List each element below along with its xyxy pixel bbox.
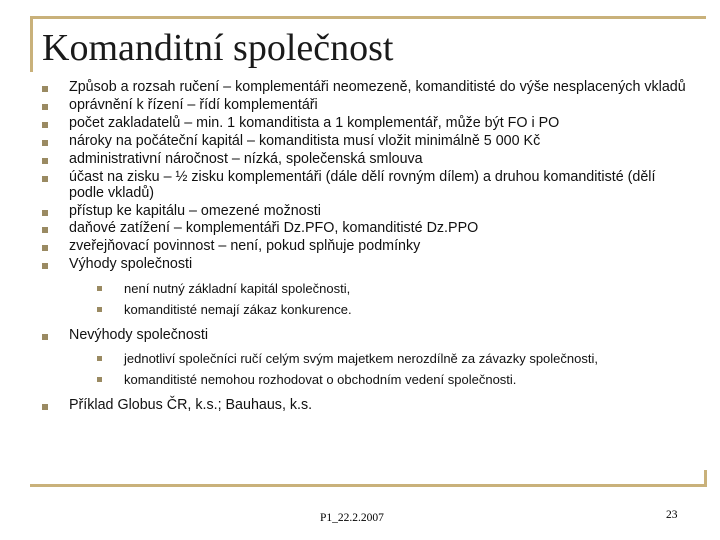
- bullet-item: oprávnění k řízení – řídí komplementáři: [42, 98, 692, 114]
- frame-bottom-line: [30, 484, 706, 487]
- square-bullet-icon: [97, 286, 102, 291]
- bullet-item: přístup ke kapitálu – omezené možnosti: [42, 204, 692, 220]
- sub-bullet-item: není nutný základní kapitál společnosti,: [69, 280, 692, 297]
- bullet-list: [42, 80, 692, 413]
- frame-left-line: [30, 16, 33, 72]
- square-bullet-icon: [97, 356, 102, 361]
- square-bullet-icon: [42, 158, 48, 164]
- bullet-item-nevyhody: Nevýhody společnosti jednotliví společníci ručí celým svým majetkem nerozdílně za závazky společnosti, komanditisté nemohou rozhodovat o obchodním vedení společnosti.: [42, 328, 692, 388]
- sub-bullet-item: komanditisté nemají zákaz konkurence.: [69, 301, 692, 318]
- bullet-item-priklad: Příklad Globus ČR, k.s.; Bauhaus, k.s.: [42, 398, 692, 414]
- vyhody-sublist: [69, 280, 692, 318]
- square-bullet-icon: [42, 104, 48, 110]
- square-bullet-icon: [42, 140, 48, 146]
- square-bullet-icon: [42, 210, 48, 216]
- bullet-item: zveřejňovací povinnost – není, pokud splňuje podmínky: [42, 239, 692, 255]
- square-bullet-icon: [42, 245, 48, 251]
- square-bullet-icon: [42, 227, 48, 233]
- square-bullet-icon: [42, 263, 48, 269]
- square-bullet-icon: [42, 122, 48, 128]
- sub-bullet-item: komanditisté nemohou rozhodovat o obchodním vedení společnosti.: [69, 371, 692, 388]
- footer-text: P1_22.2.2007: [320, 512, 384, 524]
- square-bullet-icon: [42, 334, 48, 340]
- bullet-item: účast na zisku – ½ zisku komplementáři (dále dělí rovným dílem) a druhou komanditisté (dělí podle vkladů): [42, 170, 692, 201]
- square-bullet-icon: [97, 377, 102, 382]
- bullet-item-vyhody: Výhody společnosti není nutný základní kapitál společnosti, komanditisté nemají zákaz konkurence.: [42, 257, 692, 317]
- slide-content: [42, 80, 692, 416]
- bullet-item: Způsob a rozsah ručení – komplementáři neomezeně, komanditisté do výše nesplacených vkladů: [42, 80, 692, 96]
- bullet-item: nároky na počáteční kapitál – komanditista musí vložit minimálně 5 000 Kč: [42, 134, 692, 150]
- slide-title: Komanditní společnost: [42, 27, 394, 69]
- bullet-item: počet zakladatelů – min. 1 komanditista a 1 komplementář, může být FO i PO: [42, 116, 692, 132]
- square-bullet-icon: [42, 176, 48, 182]
- frame-top-line: [30, 16, 706, 19]
- bullet-item: daňové zatížení – komplementáři Dz.PFO, komanditisté Dz.PPO: [42, 221, 692, 237]
- bullet-item: administrativní náročnost – nízká, společenská smlouva: [42, 152, 692, 168]
- nevyhody-sublist: [69, 350, 692, 388]
- square-bullet-icon: [97, 307, 102, 312]
- square-bullet-icon: [42, 86, 48, 92]
- sub-bullet-item: jednotliví společníci ručí celým svým majetkem nerozdílně za závazky společnosti,: [69, 350, 692, 367]
- frame-bottom-right-line: [704, 470, 707, 487]
- square-bullet-icon: [42, 404, 48, 410]
- page-number: 23: [666, 509, 678, 521]
